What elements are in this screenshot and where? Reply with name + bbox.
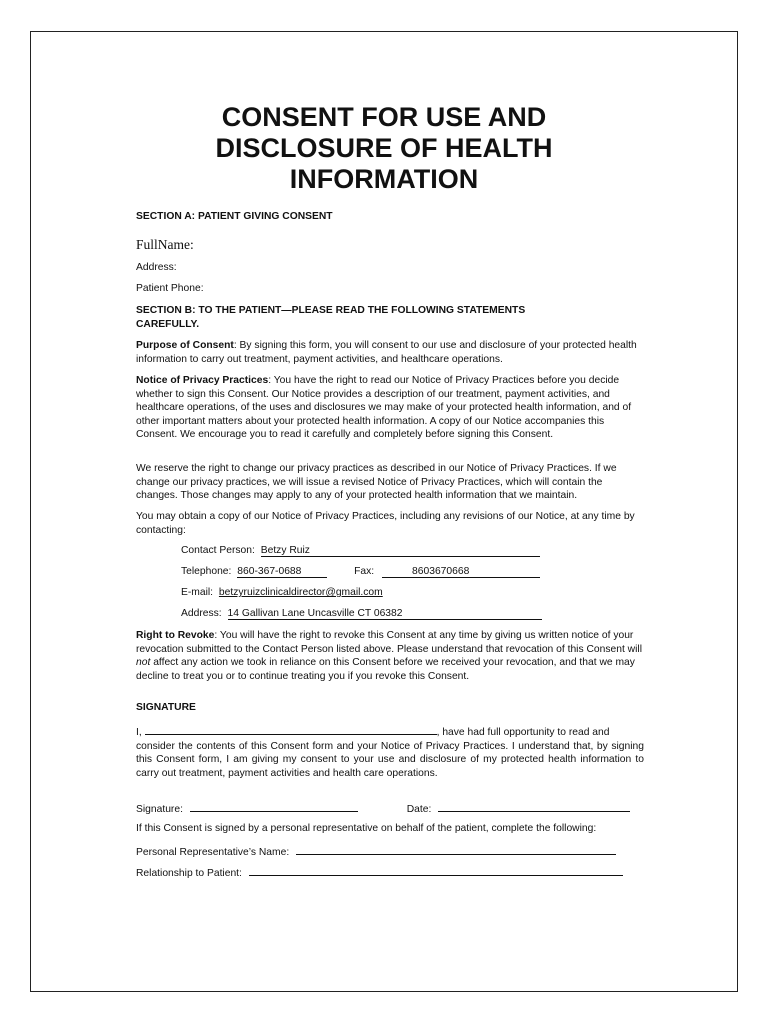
section-b-heading xyxy=(136,304,644,331)
relationship-row xyxy=(136,865,623,879)
representative-note: If this Consent is signed by a personal representative on behalf of the patient, complete the following: xyxy=(136,823,597,834)
patient-phone-label: Patient Phone: xyxy=(136,283,204,294)
i-label: I, xyxy=(136,727,142,738)
signature-statement-line1 xyxy=(136,724,644,740)
signature-heading: SIGNATURE xyxy=(136,702,196,713)
contact-address-row xyxy=(181,608,542,620)
signature-label: Signature: xyxy=(136,804,183,815)
title-line-1: CONSENT FOR USE AND xyxy=(221,102,547,132)
rep-name-blank[interactable] xyxy=(296,844,616,855)
contact-address-field xyxy=(228,608,542,620)
fax-value: 8603670668 xyxy=(412,566,470,577)
notice-text: : You have the right to read our Notice of Privacy Practices before you decide whether to sign this Consent. Our Notice provides a description of our treatment, payment activities, and healthcare operations, of the uses and disclosures we may make of your protected health information, and of other important matters about your protected health information. A copy of our Notice accompanies this Consent. We encourage you to read it carefully and completely before signing this Consent. xyxy=(136,375,632,440)
obtain-paragraph xyxy=(136,510,644,537)
purpose-text: : By signing this form, you will consent to our use and disclosure of your protected health information to carry out treatment, payment activities, and healthcare operations. xyxy=(136,340,637,365)
consent-form-page xyxy=(30,31,738,992)
patient-name-blank[interactable] xyxy=(145,724,437,735)
date-blank[interactable] xyxy=(438,801,630,812)
statement-after-blank: , have had full opportunity to read and xyxy=(436,727,610,738)
document-title xyxy=(31,102,737,195)
telephone-row xyxy=(181,566,540,578)
rep-name-label: Personal Representative’s Name: xyxy=(136,847,290,858)
notice-label: Notice of Privacy Practices xyxy=(136,375,269,386)
signature-row xyxy=(136,801,630,815)
date-label: Date: xyxy=(406,804,432,815)
title-line-3: INFORMATION xyxy=(289,164,479,194)
obtain-text: You may obtain a copy of our Notice of Privacy Practices, including any revisions of our Notice, at any time by contacting: xyxy=(136,511,635,536)
revoke-text-1: : You will have the right to revoke this Consent at any time by giving us written notice of your revocation submitted to the Contact Person listed above. Please understand that revocation of this Consent will xyxy=(136,630,642,655)
signature-blank[interactable] xyxy=(190,801,358,812)
reserve-paragraph xyxy=(136,462,644,503)
rep-name-row xyxy=(136,844,616,858)
section-b-heading-line2: CAREFULLY. xyxy=(136,318,200,330)
telephone-label: Telephone: xyxy=(181,566,232,577)
revoke-paragraph xyxy=(136,629,644,683)
notice-paragraph xyxy=(136,374,644,442)
revoke-text-italic: not xyxy=(136,657,151,668)
statement-rest: consider the contents of this Consent form and your Notice of Privacy Practices. I understand that, by signing this Consent form, I am giving my consent to your use and disclosure of my protected health information to carry out treatment, payment activities and health care operations. xyxy=(136,740,644,779)
purpose-paragraph xyxy=(136,339,644,366)
revoke-text-2: affect any action we took in reliance on this Consent before we received your revocation, and that we may decline to treat you or to continue treating you if you revoke this Consent. xyxy=(136,657,635,682)
title-line-2: DISCLOSURE OF HEALTH xyxy=(215,133,553,163)
email-value: betzyruizclinicaldirector@gmail.com xyxy=(218,587,383,598)
contact-address-label: Address: xyxy=(181,608,222,619)
contact-person-label: Contact Person: xyxy=(181,545,255,556)
revoke-label: Right to Revoke xyxy=(136,630,215,641)
relationship-blank[interactable] xyxy=(249,865,623,876)
contact-person-row xyxy=(181,545,540,557)
reserve-text: We reserve the right to change our privacy practices as described in our Notice of Privacy Practices. If we change our privacy practices, we will issue a revised Notice of Privacy Practices, which will contain the changes. Those changes may apply to any of your protected health information that we maintain. xyxy=(136,463,617,501)
contact-person-field xyxy=(261,545,540,557)
relationship-label: Relationship to Patient: xyxy=(136,868,242,879)
email-row xyxy=(181,587,383,598)
section-b-heading-line1: SECTION B: TO THE PATIENT—PLEASE READ THE FOLLOWING STATEMENTS xyxy=(136,305,526,316)
address-label: Address: xyxy=(136,262,177,273)
full-name-label: FullName: xyxy=(136,237,194,252)
contact-person-value: Betzy Ruiz xyxy=(260,545,310,556)
signature-statement xyxy=(136,724,644,780)
contact-address-value: 14 Gallivan Lane Uncasville CT 06382 xyxy=(227,608,403,619)
section-a-heading: SECTION A: PATIENT GIVING CONSENT xyxy=(136,211,333,222)
purpose-label: Purpose of Consent xyxy=(136,340,234,351)
fax-field xyxy=(382,566,540,578)
email-label: E-mail: xyxy=(181,587,214,598)
telephone-field xyxy=(237,566,327,578)
telephone-value: 860-367-0688 xyxy=(237,566,302,577)
fax-label: Fax: xyxy=(354,566,375,577)
